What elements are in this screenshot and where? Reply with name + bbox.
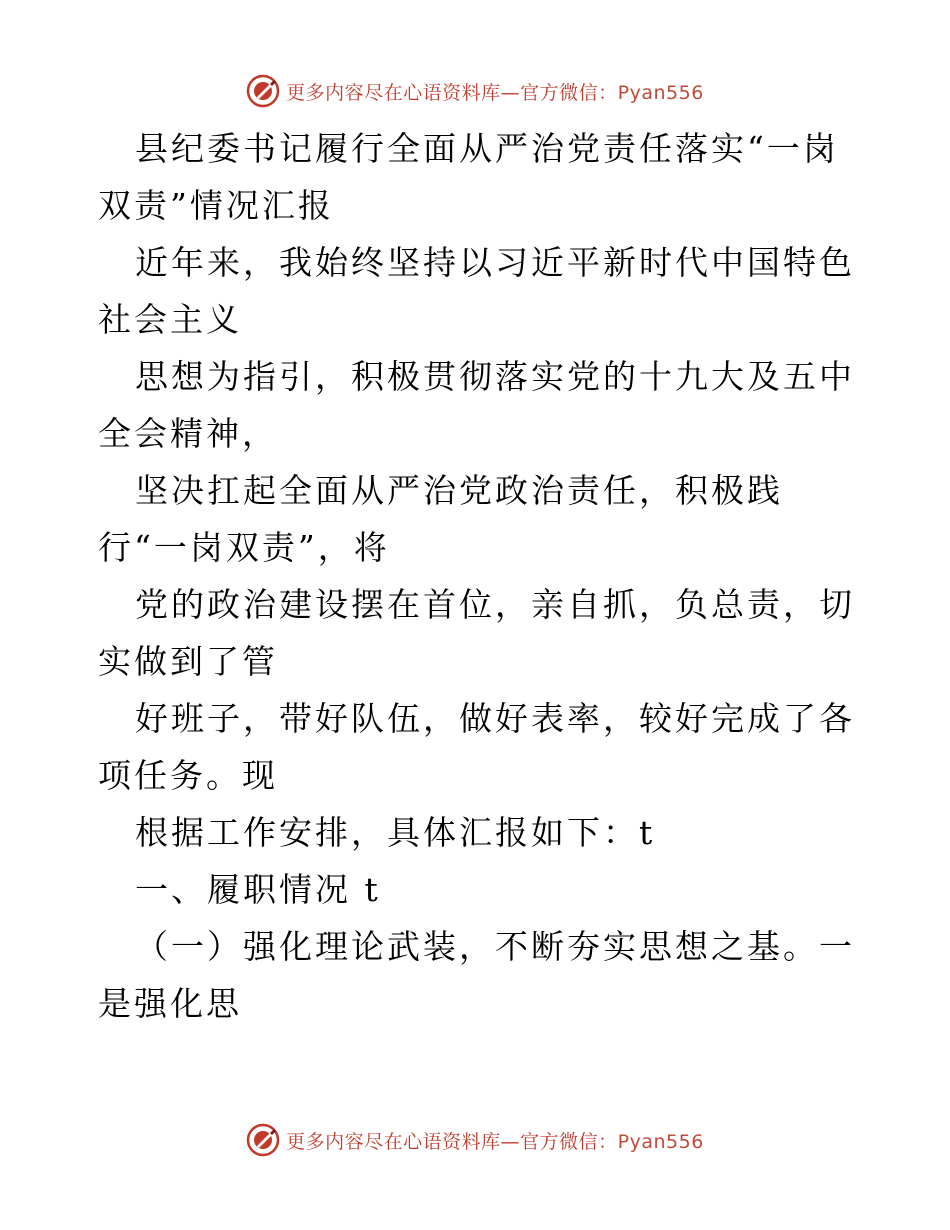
pen-logo-icon [246,1123,280,1157]
paragraph-title: 县纪委书记履行全面从严治党责任落实“一岗双责”情况汇报 [98,129,839,225]
watermark-text: 更多内容尽在心语资料库—官方微信：Pyan556 [286,1130,704,1153]
paragraph: 思想为指引，积极贯彻落实党的十九大及五中全会精神， [98,357,855,453]
paragraph: （一）强化理论武装，不断夯实思想之基。一是强化思 [98,927,855,1023]
watermark-text: 更多内容尽在心语资料库—官方微信：Pyan556 [286,81,704,104]
paragraph: 党的政治建设摆在首位，亲自抓，负总责，切实做到了管 [98,585,855,681]
paragraph: 好班子，带好队伍，做好表率，较好完成了各项任务。现 [98,699,855,795]
section-heading: 一、履职情况 t [135,870,381,909]
paragraph: 坚决扛起全面从严治党政治责任，积极践行“一岗双责”，将 [98,471,783,567]
footer-watermark [0,1120,950,1160]
document-body [98,120,858,1032]
paragraph: 根据工作安排，具体汇报如下：t [135,813,656,852]
header-watermark [0,71,950,111]
pen-logo-icon [246,74,280,108]
paragraph: 近年来，我始终坚持以习近平新时代中国特色社会主义 [98,243,855,339]
